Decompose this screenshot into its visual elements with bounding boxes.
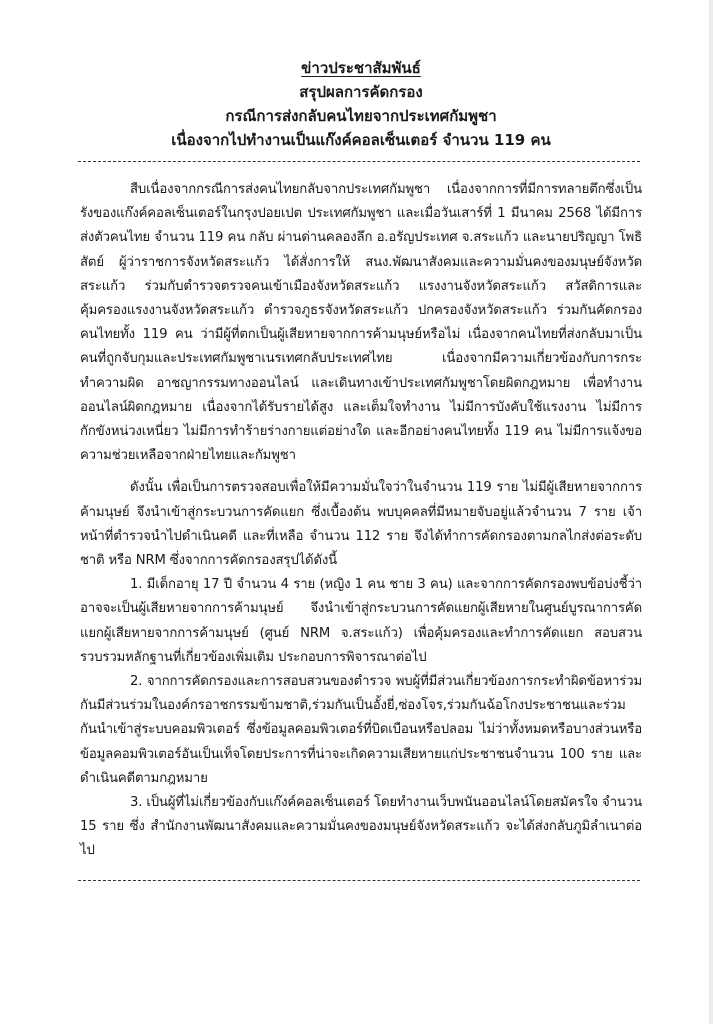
dashed-divider-top [78,161,640,162]
document-headline: ข่าวประชาสัมพันธ์ [301,59,421,77]
finding-item-1: 1. มีเด็กอายุ 17 ปี จำนวน 4 ราย (หญิง 1 คน ชาย 3 คน) และจากการคัดกรองพบข้อบ่งชี้ว่าอาจจะเป็นผู้เสียหายจากการค้ามนุษย์ จึงนำเข้าสู่กระบวนการคัดแยกผู้เสียหายในศูนย์บูรณาการคัดแยกผู้เสียหายจากการค้ามนุษย์ (ศูนย์ NRM จ.สระแก้ว) เพื่อคุ้มครองและทำการคัดแยก สอบสวน รวบรวมหลักฐานที่เกี่ยวข้องเพิ่มเติม ประกอบการพิจารณาต่อไป [80,577,642,665]
page-edge-strip [709,0,713,1024]
title-block [80,56,642,152]
finding-item-2: 2. จากการคัดกรองและการสอบสวนของตำรวจ พบผู้ที่มีส่วนเกี่ยวข้องการกระทำผิดข้อหาร่วมกันมีส่วนร่วมในองค์กรอาชกรรมข้ามชาติ,ร่วมกันเป็นอั้งยี่,ซ่องโจร,ร่วมกันฉ้อโกงประชาชนและร่วมกันนำเข้าสู่ระบบคอมพิวเตอร์ ซึ่งข้อมูลคอมพิวเตอร์ที่บิดเบือนหรือปลอม ไม่ว่าทั้งหมดหรือบางส่วนหรือข้อมูลคอมพิวเตอร์อันเป็นเท็จโดยประการที่น่าจะเกิดความเสียหายแก่ประชาชนจำนวน 100 ราย และดำเนินคดีตามกฎหมาย [80,674,642,786]
document-subtitle-line-3: เนื่องจากไปทำงานเป็นแก๊งค์คอลเซ็นเตอร์ จำนวน 119 คน [171,131,551,149]
dashed-divider-bottom [78,880,640,881]
finding-item-3: 3. เป็นผู้ที่ไม่เกี่ยวข้องกับแก๊งค์คอลเซ็นเตอร์ โดยทำงานเว็บพนันออนไลน์โดยสมัครใจ จำนวน 15 ราย ซึ่ง สำนักงานพัฒนาสังคมและความมั่นคงของมนุษย์จังหวัดสระแก้ว จะได้ส่งกลับภูมิลำเนาต่อไป [80,795,642,859]
press-release-document [80,56,642,881]
paragraph-background: สืบเนื่องจากกรณีการส่งคนไทยกลับจากประเทศกัมพูชา เนื่องจากการที่มีการทลายตึกซึ่งเป็นรังของแก๊งค์คอลเซ็นเตอร์ในกรุงปอยเปต ประเทศกัมพูชา และเมื่อวันเสาร์ที่ 1 มีนาคม 2568 ได้มีการส่งตัวคนไทย จำนวน 119 คน กลับ ผ่านด่านคลองลึก อ.อรัญประเทศ จ.สระแก้ว และนายปริญญา โพธิสัตย์ ผู้ว่าราชการจังหวัดสระแก้ว ได้สั่งการให้ สนง.พัฒนาสังคมและความมั่นคงของมนุษย์จังหวัดสระแก้ว ร่วมกับตำรวจตรวจคนเข้าเมืองจังหวัดสระแก้ว แรงงานจังหวัดสระแก้ว สวัสดิการและคุ้มครองแรงงานจังหวัดสระแก้ว ตำรวจภูธรจังหวัดสระแก้ว ปกครองจังหวัดสระแก้ว ร่วมกันคัดกรองคนไทยทั้ง 119 คน ว่ามีผู้ที่ตกเป็นผู้เสียหายจากการค้ามนุษย์หรือไม่ เนื่องจากคนไทยที่ส่งกลับมาเป็นคนที่ถูกจับกุมและประเทศกัมพูชาเนรเทศกลับประเทศไทย เนื่องจากมีความเกี่ยวข้องกับการกระทำความผิด อาชญากรรมทางออนไลน์ และเดินทางเข้าประเทศกัมพูชาโดยผิดกฎหมาย เพื่อทำงานออนไลน์ผิดกฎหมาย เนื่องจากได้รับรายได้สูง และเต็มใจทำงาน ไม่มีการบังคับใช้แรงงาน ไม่มีการกักขังหน่วงเหนี่ยว ไม่มีการทำร้ายร่างกายแต่อย่างใด และอีกอย่างคนไทยทั้ง 119 คน ไม่มีการแจ้งขอความช่วยเหลือจากฝ่ายไทยและกัมพูชา [80,182,642,464]
document-subtitle-line-1: สรุปผลการคัดกรอง [299,83,423,101]
document-body [80,178,642,864]
document-subtitle-line-2: กรณีการส่งกลับคนไทยจากประเทศกัมพูชา [225,107,497,125]
paragraph-screening-process: ดังนั้น เพื่อเป็นการตรวจสอบเพื่อให้มีความมั่นใจว่าในจำนวน 119 ราย ไม่มีผู้เสียหายจากการค้ามนุษย์ จึงนำเข้าสู่กระบวนการคัดแยก ซึ่งเบื้องต้น พบบุคคลที่มีหมายจับอยู่แล้วจำนวน 7 ราย เจ้าหน้าที่ตำรวจนำไปดำเนินคดี และที่เหลือ จำนวน 112 ราย จึงได้ทำการคัดกรองตามกลไกส่งต่อระดับชาติ หรือ NRM ซึ่งจากการคัดกรองสรุปได้ดังนี้ [80,480,642,569]
